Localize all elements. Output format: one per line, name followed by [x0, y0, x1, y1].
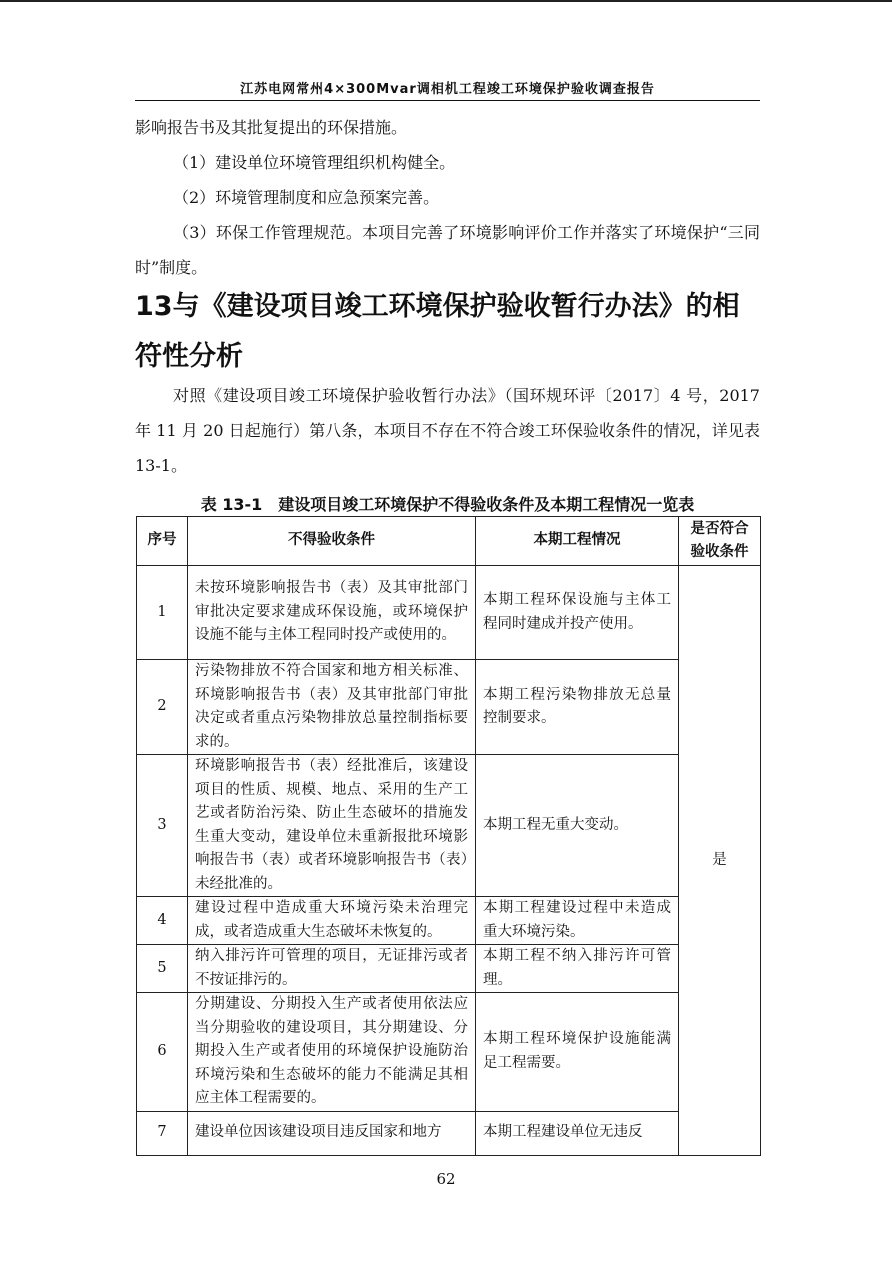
header-condition: 不得验收条件	[188, 517, 476, 566]
list-item-2: （2）环境管理制度和应急预案完善。	[173, 188, 440, 207]
table-row	[137, 660, 761, 755]
table-row	[137, 755, 761, 897]
compliance-cell: 是	[679, 566, 761, 1156]
row-number: 4	[137, 897, 188, 945]
row-situation: 本期工程不纳入排污许可管理。	[476, 945, 679, 993]
table-row	[137, 1111, 761, 1155]
row-condition: 建设过程中造成重大环境污染未治理完成，或者造成重大生态破坏未恢复的。	[188, 897, 476, 945]
top-border-line	[0, 0, 892, 2]
row-condition: 未按环境影响报告书（表）及其审批部门审批决定要求建成环保设施，或环境保护设施不能与主体工程同时投产或使用的。	[188, 566, 476, 660]
table-header-row	[137, 517, 761, 566]
row-situation: 本期工程无重大变动。	[476, 755, 679, 897]
row-number: 6	[137, 993, 188, 1112]
intro-line: 影响报告书及其批复提出的环保措施。	[135, 118, 408, 137]
body-paragraph: 对照《建设项目竣工环境保护验收暂行办法》（国环规环评〔2017〕4 号，2017 年 11 月 20 日起施行）第八条，本项目不存在不符合竣工环保验收条件的情况，详见表 13-1。	[135, 386, 760, 475]
header-no: 序号	[137, 517, 188, 566]
row-number: 7	[137, 1111, 188, 1155]
row-condition: 环境影响报告书（表）经批准后，该建设项目的性质、规模、地点、采用的生产工艺或者防治污染、防止生态破坏的措施发生重大变动，建设单位未重新报批环境影响报告书（表）或者环境影响报告书（表）未经批准的。	[188, 755, 476, 897]
section-heading: 13与《建设项目竣工环境保护验收暂行办法》的相符性分析	[135, 291, 740, 372]
row-number: 2	[137, 660, 188, 755]
header-compliance: 是否符合验收条件	[679, 517, 761, 566]
table-row	[137, 993, 761, 1112]
row-situation: 本期工程环保设施与主体工程同时建成并投产使用。	[476, 566, 679, 660]
list-item-1: （1）建设单位环境管理组织机构健全。	[173, 153, 456, 172]
row-number: 5	[137, 945, 188, 993]
acceptance-conditions-table	[136, 516, 761, 1156]
row-condition: 污染物排放不符合国家和地方相关标准、环境影响报告书（表）及其审批部门审批决定或者重点污染物排放总量控制指标要求的。	[188, 660, 476, 755]
header-rule	[135, 100, 760, 101]
page-number: 62	[436, 1170, 456, 1188]
row-condition: 分期建设、分期投入生产或者使用依法应当分期验收的建设项目，其分期建设、分期投入生产或者使用的环境保护设施防治环境污染和生态破坏的能力不能满足其相应主体工程需要的。	[188, 993, 476, 1112]
table-caption: 表 13-1 建设项目竣工环境保护不得验收条件及本期工程情况一览表	[200, 495, 695, 514]
row-condition: 建设单位因该建设项目违反国家和地方	[188, 1111, 476, 1155]
row-situation: 本期工程建设单位无违反	[476, 1111, 679, 1155]
table-row	[137, 897, 761, 945]
row-condition: 纳入排污许可管理的项目，无证排污或者不按证排污的。	[188, 945, 476, 993]
row-situation: 本期工程建设过程中未造成重大环境污染。	[476, 897, 679, 945]
running-header: 江苏电网常州4×300Mvar调相机工程竣工环境保护验收调查报告	[240, 82, 655, 97]
header-situation: 本期工程情况	[476, 517, 679, 566]
row-number: 1	[137, 566, 188, 660]
table-row	[137, 945, 761, 993]
row-number: 3	[137, 755, 188, 897]
list-item-3: （3）环保工作管理规范。本项目完善了环境影响评价工作并落实了环境保护“三同时”制度。	[135, 223, 760, 277]
table-row	[137, 566, 761, 660]
row-situation: 本期工程污染物排放无总量控制要求。	[476, 660, 679, 755]
row-situation: 本期工程环境保护设施能满足工程需要。	[476, 993, 679, 1112]
